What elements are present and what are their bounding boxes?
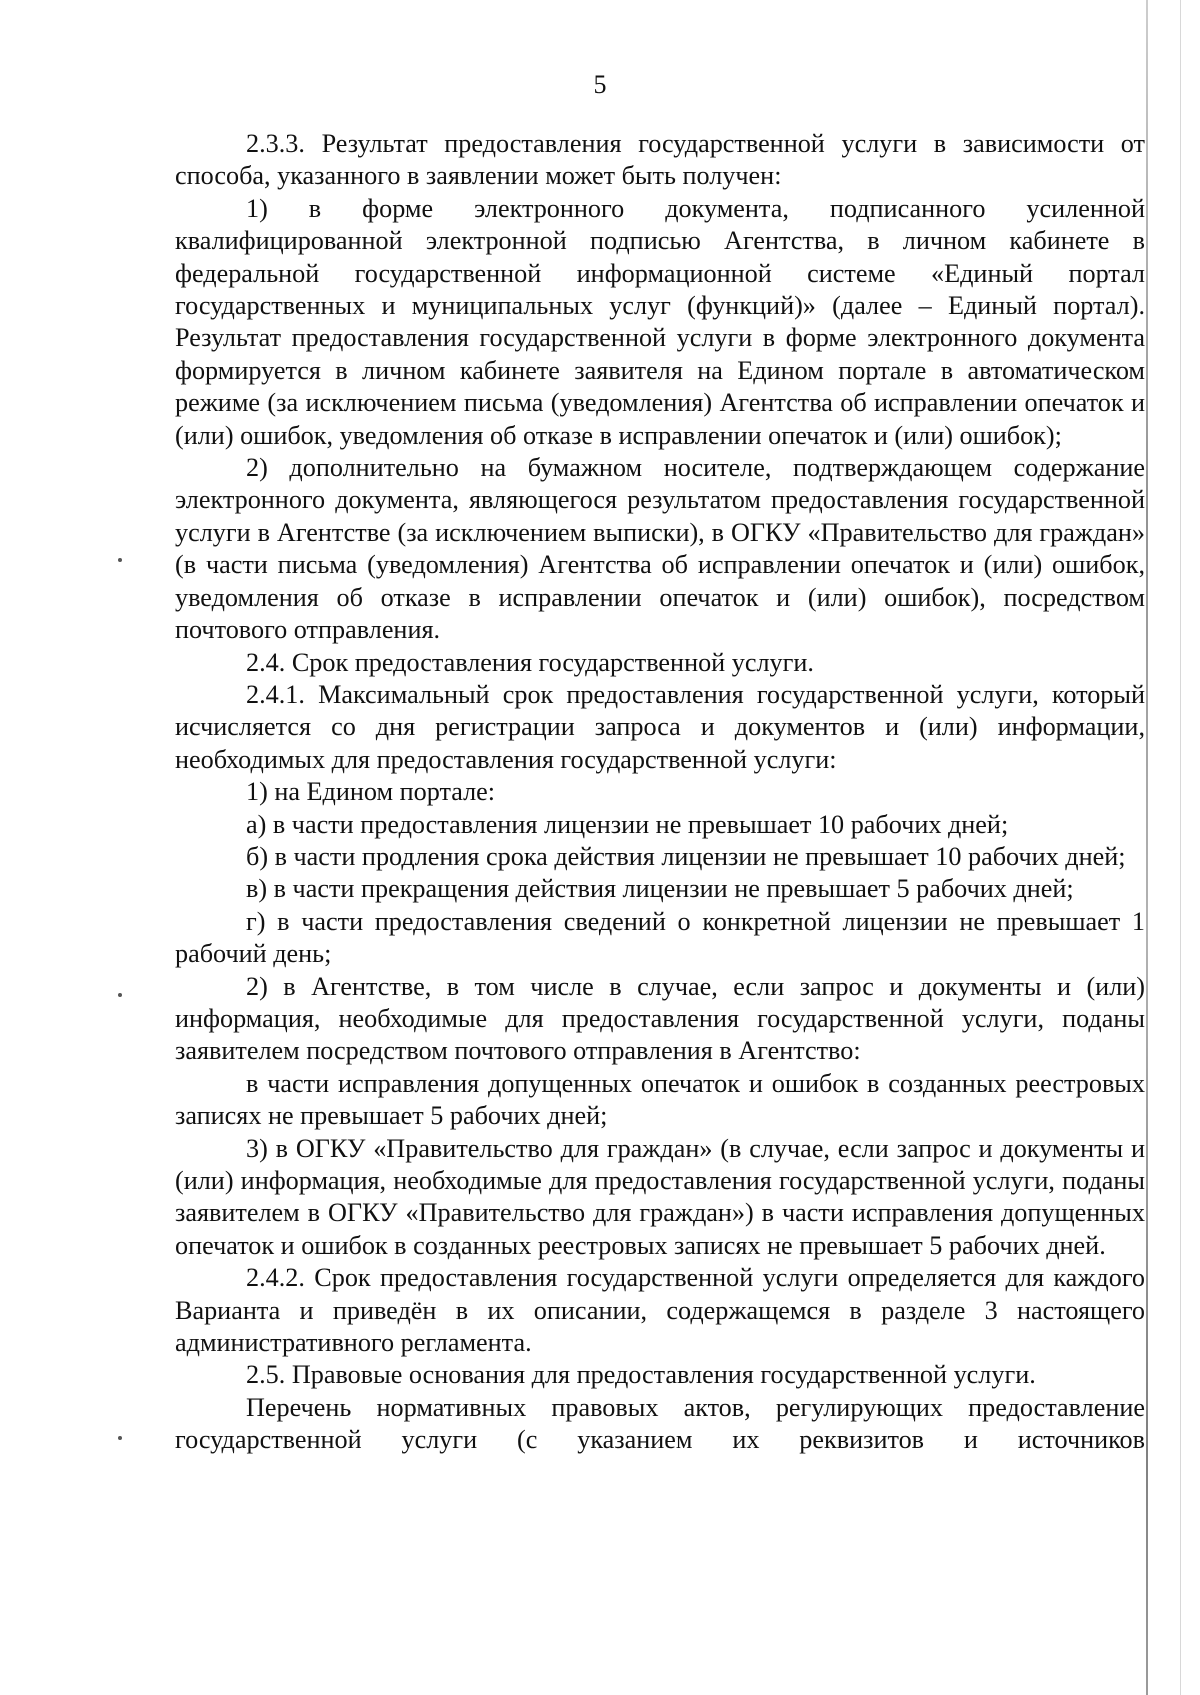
paragraph-item-1-electronic: 1) в форме электронного документа, подписанного усиленной квалифицированной электронной подписью Агентства, в личном кабинете в федеральной государственной информационной системе «Единый портал государственных и муниципальных услуг (функций)» (далее – Единый портал). Результат предоставления государственной услуги в форме электронного документа формируется в личном кабинете заявителя на Едином портале в автоматическом режиме (за исключением письма (уведомления) Агентства об исправлении опечаток и (или) ошибок, уведомления об отказе в исправлении опечаток и (или) ошибок); (175, 193, 1145, 450)
scan-speck (118, 1436, 122, 1440)
paragraph-agency: 2) в Агентстве, в том числе в случае, если запрос и документы и (или) информация, необходимые для предоставления государственной услуги, поданы заявителем посредством почтового отправления в Агентство: (175, 971, 1145, 1066)
paragraph-item-2-paper: 2) дополнительно на бумажном носителе, подтверждающем содержание электронного документа, являющегося результатом предоставления государственной услуги в Агентстве (за исключением выписки), в ОГКУ «Правительство для граждан» (в части письма (уведомления) Агентства об исправлении опечаток и (или) ошибок, уведомления об отказе в исправлении опечаток и (или) ошибок), посредством почтового отправления. (175, 453, 1145, 645)
paragraph-item-g: г) в части предоставления сведений о конкретной лицензии не превышает 1 рабочий день; (175, 906, 1145, 969)
page-number: 5 (593, 70, 607, 99)
paragraph-ogku: 3) в ОГКУ «Правительство для граждан» (в случае, если запрос и документы и (или) информация, необходимые для предоставления государственной услуги, поданы заявителем в ОГКУ «Правительство для граждан») в части исправления допущенных опечаток и ошибок в созданных реестровых записях не превышает 5 рабочих дней. (175, 1133, 1145, 1260)
document-body (175, 128, 1145, 1457)
paragraph-corrections: в части исправления допущенных опечаток и ошибок в созданных реестровых записях не превышает 5 рабочих дней; (175, 1068, 1145, 1131)
paragraph-item-b: б) в части продления срока действия лицензии не превышает 10 рабочих дней; (246, 841, 1126, 871)
paragraph-2-4-2: 2.4.2. Срок предоставления государственной услуги определяется для каждого Варианта и приведён в их описании, содержащемся в разделе 3 настоящего административного регламента. (175, 1263, 1145, 1358)
paragraph-2-3-3: 2.3.3. Результат предоставления государственной услуги в зависимости от способа, указанного в заявлении может быть получен: (175, 129, 1145, 191)
scan-speck (118, 558, 122, 562)
scan-speck (118, 993, 122, 997)
scan-edge-line-outer (1180, 0, 1181, 1695)
paragraph-2-4: 2.4. Срок предоставления государственной услуги. (246, 647, 814, 677)
paragraph-item-v: в) в части прекращения действия лицензии не превышает 5 рабочих дней; (246, 874, 1074, 904)
paragraph-portal: 1) на Едином портале: (246, 777, 496, 807)
scan-edge-line (1146, 0, 1148, 1695)
paragraph-2-5: 2.5. Правовые основания для предоставления государственной услуги. (246, 1360, 1036, 1390)
paragraph-item-a: а) в части предоставления лицензии не превышает 10 рабочих дней; (246, 809, 1009, 839)
paragraph-2-4-1: 2.4.1. Максимальный срок предоставления государственной услуги, который исчисляется со дня регистрации запроса и документов и (или) информации, необходимых для предоставления государственной услуги: (175, 679, 1145, 774)
paragraph-legal-acts: Перечень нормативных правовых актов, регулирующих предоставление государственной услуги (с указанием их реквизитов и источников (175, 1392, 1145, 1455)
